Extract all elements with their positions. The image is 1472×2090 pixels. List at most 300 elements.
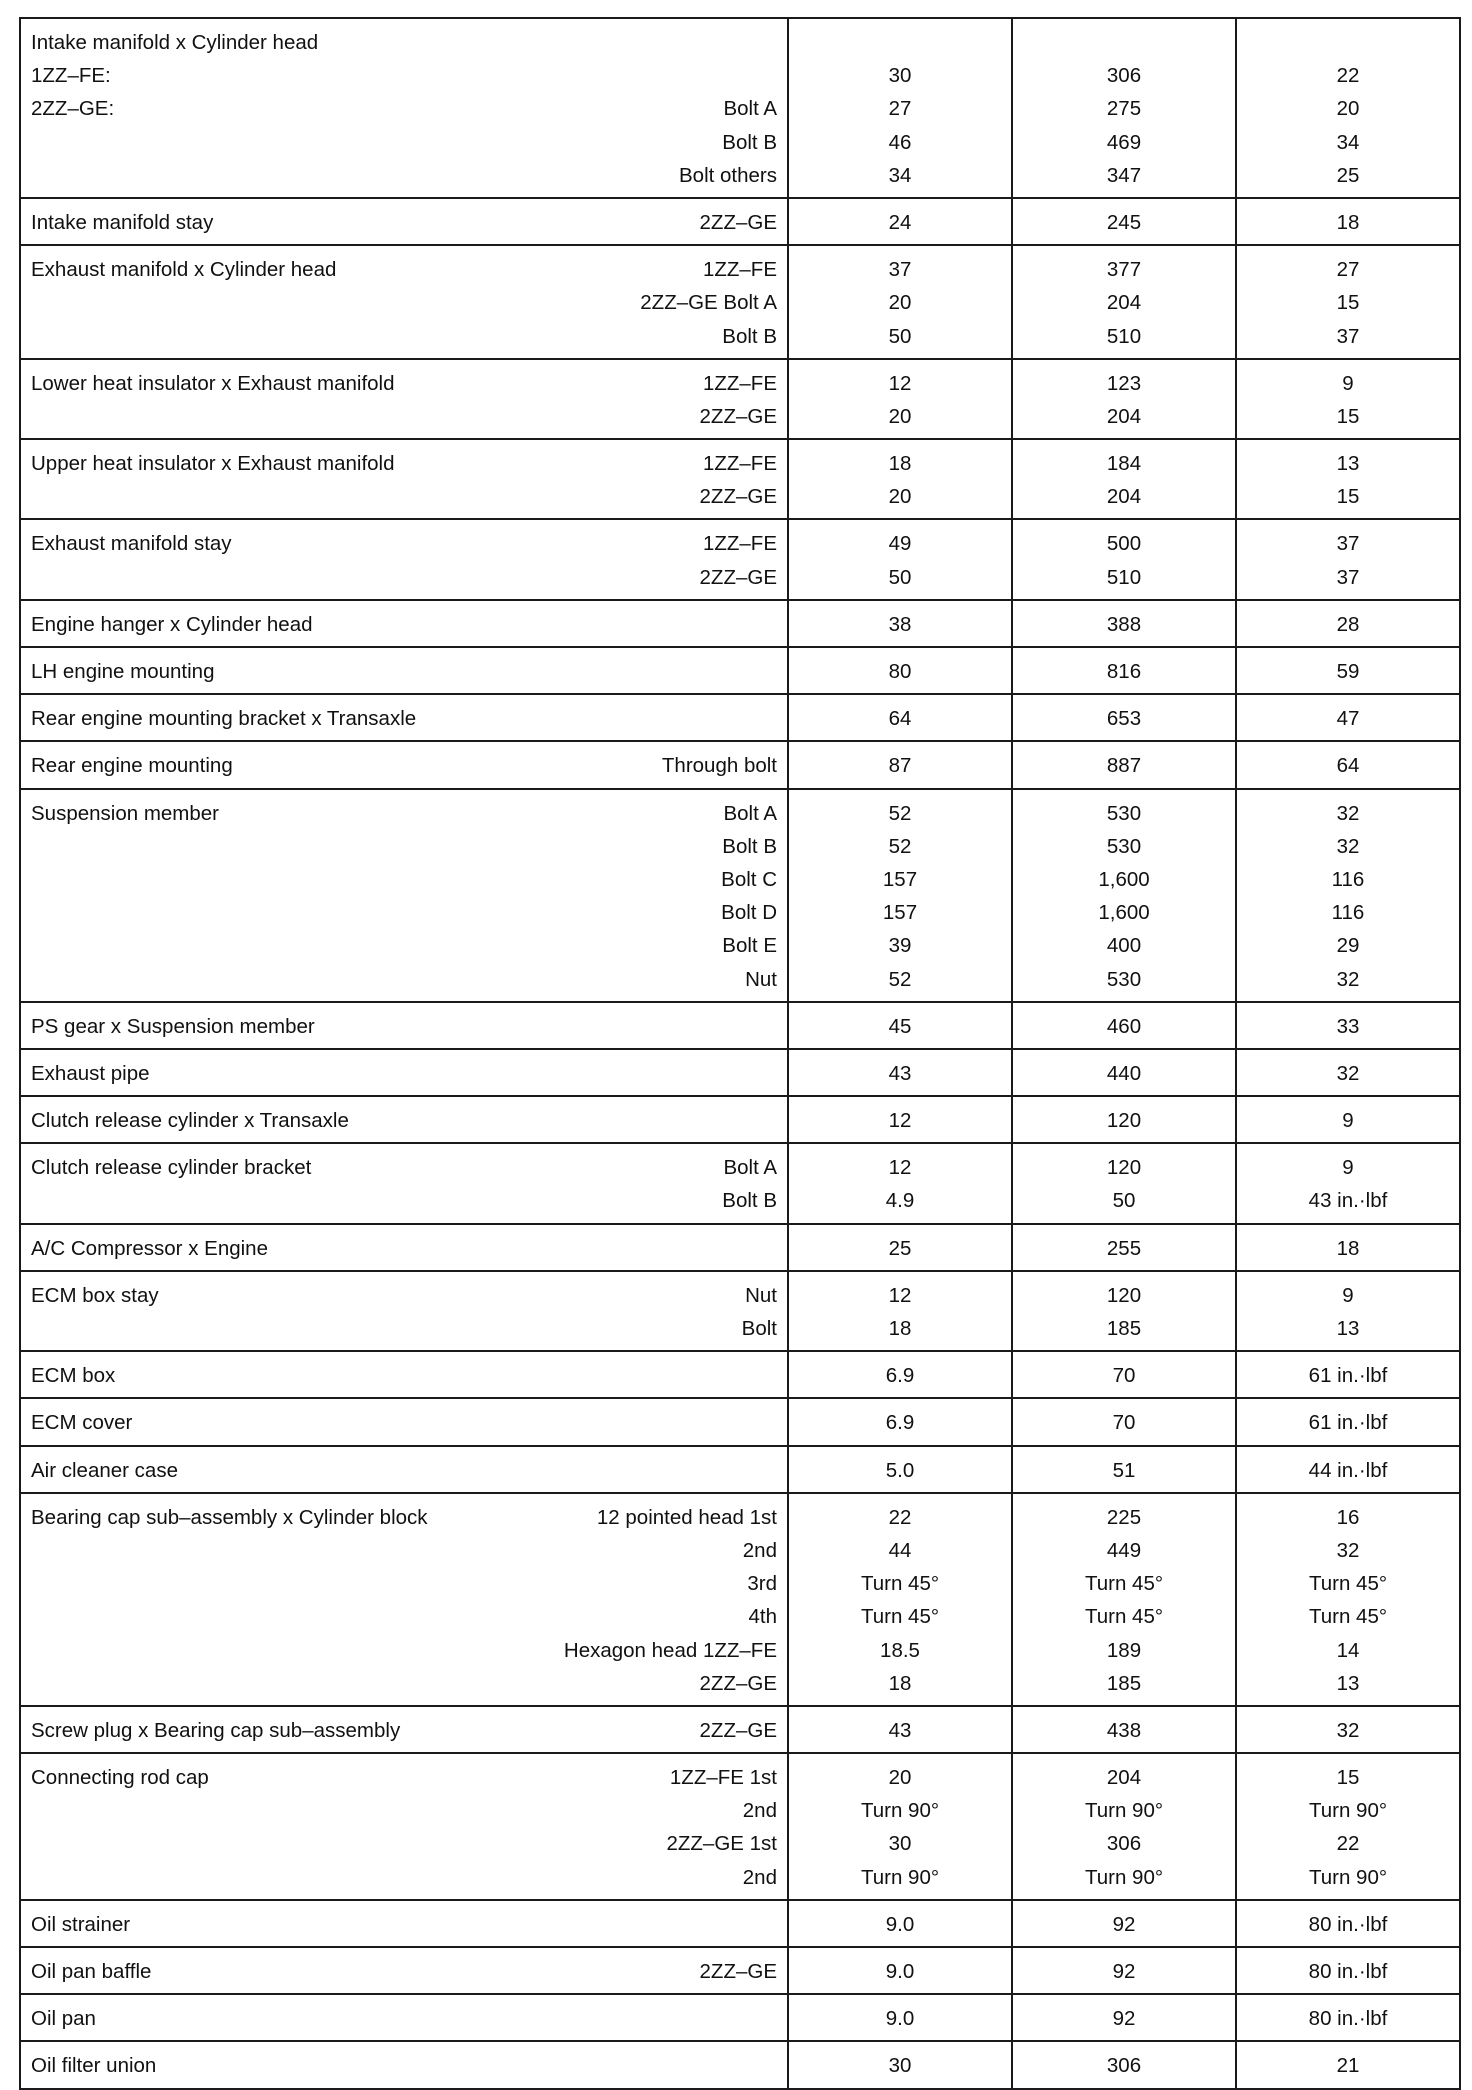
torque-value: 9 — [1342, 1283, 1354, 1307]
torque-kgfcm-cell — [1012, 741, 1236, 788]
table-row — [20, 519, 1460, 599]
torque-value: 18 — [1336, 210, 1360, 234]
sub-label: Bolt C — [721, 867, 777, 891]
torque-value: 50 — [888, 565, 912, 589]
sub-label: 2ZZ–GE — [699, 210, 777, 234]
torque-value: 59 — [1336, 660, 1360, 683]
torque-value: 18.5 — [880, 1638, 920, 1662]
torque-nm-cell — [788, 1753, 1012, 1900]
sub-label: 4th — [748, 1605, 777, 1629]
table-row — [20, 1049, 1460, 1096]
description-line — [21, 447, 787, 480]
torque-value: 33 — [1336, 1014, 1360, 1038]
description-line — [21, 367, 787, 400]
torque-kgfcm-cell — [1012, 245, 1236, 359]
torque-kgfcm-cell — [1012, 359, 1236, 439]
description-line — [21, 1955, 787, 1988]
sub-label: 2ZZ–GE — [699, 1718, 777, 1742]
torque-value: 51 — [1112, 1458, 1136, 1482]
torque-value — [1013, 26, 1235, 59]
torque-value: 116 — [1331, 867, 1365, 891]
table-row — [20, 18, 1460, 198]
description-cell — [20, 1002, 788, 1049]
torque-value: 120 — [1106, 1156, 1142, 1180]
torque-value: Turn 90° — [860, 1799, 940, 1823]
description-line — [21, 400, 787, 433]
torque-nm-cell — [788, 600, 1012, 647]
table-row — [20, 1994, 1460, 2041]
description-cell — [20, 1446, 788, 1493]
torque-value: 70 — [1112, 1364, 1136, 1388]
torque-value: 306 — [1106, 64, 1142, 88]
description-line — [21, 1861, 787, 1894]
torque-ftlbf-cell — [1236, 245, 1460, 359]
torque-ftlbf-cell — [1236, 1049, 1460, 1096]
torque-kgfcm-cell — [1012, 647, 1236, 694]
sub-label: Bolt — [741, 1317, 777, 1340]
sub-label: Bolt B — [722, 1189, 777, 1213]
torque-value: Turn 45° — [860, 1605, 940, 1629]
description-line — [21, 2002, 787, 2035]
torque-value: 9 — [1342, 1109, 1354, 1133]
torque-value: Turn 45° — [1308, 1605, 1388, 1629]
torque-value: 92 — [1112, 1912, 1136, 1936]
torque-value — [1237, 26, 1459, 59]
sub-label: 2ZZ–GE Bolt A — [640, 291, 777, 315]
torque-ftlbf-cell — [1236, 1994, 1460, 2041]
part-label: Rear engine mounting — [31, 754, 233, 778]
description-cell — [20, 1224, 788, 1271]
torque-value: 449 — [1106, 1538, 1142, 1562]
torque-value: Turn 90° — [1084, 1865, 1164, 1889]
part-label: Exhaust manifold stay — [31, 532, 232, 556]
torque-value: 24 — [888, 210, 912, 234]
torque-ftlbf-cell — [1236, 359, 1460, 439]
torque-ftlbf-cell — [1236, 694, 1460, 741]
description-line — [21, 286, 787, 319]
torque-ftlbf-cell — [1236, 1753, 1460, 1900]
torque-value: 469 — [1106, 130, 1142, 154]
torque-value: 52 — [888, 967, 912, 991]
table-row — [20, 1002, 1460, 1049]
table-row — [20, 600, 1460, 647]
torque-ftlbf-cell — [1236, 1493, 1460, 1706]
sub-label: Through bolt — [661, 754, 777, 778]
torque-nm-cell — [788, 1493, 1012, 1706]
torque-value: 1,600 — [1098, 901, 1150, 925]
torque-kgfcm-cell — [1012, 1049, 1236, 1096]
table-row — [20, 1753, 1460, 1900]
description-line — [21, 702, 787, 735]
torque-value: 80 in.·lbf — [1308, 1960, 1388, 1983]
torque-specification-table — [19, 17, 1461, 2090]
torque-value: 189 — [1106, 1638, 1142, 1662]
torque-ftlbf-cell — [1236, 198, 1460, 245]
torque-ftlbf-cell — [1236, 2041, 1460, 2088]
torque-value: 44 in.·lbf — [1308, 1458, 1388, 1482]
description-cell — [20, 198, 788, 245]
sub-label: 1ZZ–FE — [702, 452, 777, 476]
torque-value: 14 — [1336, 1638, 1360, 1662]
torque-ftlbf-cell — [1236, 1224, 1460, 1271]
part-label: Oil strainer — [31, 1912, 131, 1936]
torque-value: 9 — [1342, 371, 1354, 395]
torque-value: Turn 45° — [1084, 1605, 1164, 1629]
torque-value: 32 — [1336, 1538, 1360, 1562]
description-cell — [20, 1271, 788, 1351]
part-label: Oil pan baffle — [31, 1960, 152, 1983]
sub-label: 2ZZ–GE — [699, 1960, 777, 1983]
description-line — [21, 863, 787, 896]
torque-nm-cell — [788, 1049, 1012, 1096]
torque-value: 255 — [1106, 1236, 1142, 1260]
description-line — [21, 929, 787, 962]
torque-value: 225 — [1106, 1505, 1142, 1529]
torque-value: 157 — [882, 901, 918, 925]
torque-value: 120 — [1106, 1283, 1142, 1307]
description-line — [21, 1634, 787, 1667]
part-label: 1ZZ–FE: — [31, 64, 111, 88]
torque-value: 70 — [1112, 1411, 1136, 1435]
torque-kgfcm-cell — [1012, 519, 1236, 599]
torque-kgfcm-cell — [1012, 1994, 1236, 2041]
torque-value: 43 — [888, 1718, 912, 1742]
torque-ftlbf-cell — [1236, 1143, 1460, 1223]
sub-label: 3rd — [747, 1572, 777, 1596]
torque-nm-cell — [788, 1994, 1012, 2041]
torque-value: 29 — [1336, 934, 1360, 958]
torque-value: 6.9 — [885, 1411, 915, 1435]
description-line — [21, 1534, 787, 1567]
sub-label: Hexagon head 1ZZ–FE — [563, 1638, 777, 1662]
torque-value: 37 — [1336, 324, 1360, 348]
torque-nm-cell — [788, 1900, 1012, 1947]
description-line — [21, 1057, 787, 1090]
torque-value: 12 — [888, 371, 912, 395]
torque-value: 30 — [888, 2054, 912, 2078]
part-label: ECM cover — [31, 1411, 133, 1435]
table-row — [20, 245, 1460, 359]
sub-label: Bolt A — [723, 1156, 777, 1180]
torque-value: 80 in.·lbf — [1308, 2007, 1388, 2031]
torque-value: Turn 90° — [860, 1865, 940, 1889]
torque-value: 64 — [1336, 754, 1360, 778]
sub-label: Bolt D — [721, 901, 777, 925]
table-row — [20, 1706, 1460, 1753]
torque-value: 44 — [888, 1538, 912, 1562]
torque-nm-cell — [788, 741, 1012, 788]
sub-label: Bolt A — [723, 97, 777, 121]
description-line — [21, 26, 787, 59]
torque-value: 18 — [888, 452, 912, 476]
torque-value: 34 — [1336, 130, 1360, 154]
torque-value: 185 — [1106, 1671, 1142, 1695]
torque-kgfcm-cell — [1012, 789, 1236, 1002]
torque-value: 50 — [1112, 1189, 1136, 1213]
description-cell — [20, 2041, 788, 2088]
torque-value: 204 — [1106, 485, 1142, 509]
part-label: Oil pan — [31, 2007, 96, 2031]
torque-value: 39 — [888, 934, 912, 958]
torque-value: 43 in.·lbf — [1308, 1189, 1388, 1213]
sub-label: 12 pointed head 1st — [596, 1505, 777, 1529]
description-cell — [20, 359, 788, 439]
torque-kgfcm-cell — [1012, 1446, 1236, 1493]
part-label: Oil filter union — [31, 2054, 157, 2078]
torque-value: 275 — [1106, 97, 1142, 121]
description-line — [21, 1279, 787, 1312]
torque-value: Turn 45° — [1084, 1572, 1164, 1596]
torque-kgfcm-cell — [1012, 1398, 1236, 1445]
sub-label: Bolt B — [722, 324, 777, 348]
torque-ftlbf-cell — [1236, 439, 1460, 519]
torque-kgfcm-cell — [1012, 1002, 1236, 1049]
torque-value: 27 — [888, 97, 912, 121]
description-cell — [20, 600, 788, 647]
torque-value: 20 — [888, 404, 912, 428]
part-label: Exhaust manifold x Cylinder head — [31, 258, 337, 282]
part-label: ECM box — [31, 1364, 116, 1388]
sub-label: 2nd — [742, 1538, 777, 1562]
description-line — [21, 1600, 787, 1633]
torque-value: 49 — [888, 532, 912, 556]
part-label: Intake manifold x Cylinder head — [31, 31, 319, 54]
torque-kgfcm-cell — [1012, 1271, 1236, 1351]
torque-value: 12 — [888, 1283, 912, 1307]
description-cell — [20, 519, 788, 599]
torque-value: 120 — [1106, 1109, 1142, 1133]
torque-value: 653 — [1106, 707, 1142, 731]
torque-value: 438 — [1106, 1718, 1142, 1742]
description-line — [21, 320, 787, 353]
torque-value: 22 — [1336, 64, 1360, 88]
torque-kgfcm-cell — [1012, 1900, 1236, 1947]
torque-value: 5.0 — [885, 1458, 915, 1482]
torque-value: 9 — [1342, 1156, 1354, 1180]
torque-value: 204 — [1106, 1766, 1142, 1790]
description-line — [21, 126, 787, 159]
table-row — [20, 439, 1460, 519]
description-line — [21, 1567, 787, 1600]
part-label: Screw plug x Bearing cap sub–assembly — [31, 1718, 401, 1742]
description-line — [21, 1501, 787, 1534]
torque-nm-cell — [788, 1143, 1012, 1223]
description-cell — [20, 694, 788, 741]
description-line — [21, 561, 787, 594]
torque-value: 47 — [1336, 707, 1360, 731]
torque-nm-cell — [788, 519, 1012, 599]
description-cell — [20, 1947, 788, 1994]
torque-value: 46 — [888, 130, 912, 154]
part-label: Clutch release cylinder x Transaxle — [31, 1109, 349, 1133]
torque-nm-cell — [788, 245, 1012, 359]
torque-nm-cell — [788, 359, 1012, 439]
table-row — [20, 1096, 1460, 1143]
torque-value: Turn 90° — [1308, 1865, 1388, 1889]
torque-value: 15 — [1336, 404, 1360, 428]
torque-value: Turn 90° — [1084, 1799, 1164, 1823]
description-line — [21, 830, 787, 863]
sub-label: 1ZZ–FE — [702, 532, 777, 556]
torque-value: 64 — [888, 707, 912, 731]
part-label: Exhaust pipe — [31, 1061, 150, 1085]
description-line — [21, 1312, 787, 1345]
torque-kgfcm-cell — [1012, 1706, 1236, 1753]
torque-value: 12 — [888, 1109, 912, 1133]
torque-value: 245 — [1106, 210, 1142, 234]
sub-label: Bolt others — [679, 163, 777, 187]
description-line — [21, 1794, 787, 1827]
sub-label: 2ZZ–GE — [699, 1671, 777, 1695]
torque-value: Turn 45° — [1308, 1572, 1388, 1596]
description-line — [21, 1667, 787, 1700]
torque-value: 9.0 — [885, 1960, 915, 1983]
part-label: Intake manifold stay — [31, 210, 214, 234]
torque-value: 37 — [1336, 565, 1360, 589]
description-line — [21, 797, 787, 830]
sub-label: 1ZZ–FE 1st — [669, 1766, 777, 1790]
torque-value: 15 — [1336, 291, 1360, 315]
torque-kgfcm-cell — [1012, 600, 1236, 647]
sub-label: 2ZZ–GE — [699, 404, 777, 428]
torque-value: 13 — [1336, 452, 1360, 476]
description-line — [21, 608, 787, 641]
torque-ftlbf-cell — [1236, 1900, 1460, 1947]
torque-value: 20 — [888, 291, 912, 315]
torque-value: 510 — [1106, 565, 1142, 589]
torque-nm-cell — [788, 198, 1012, 245]
part-label: Air cleaner case — [31, 1458, 178, 1482]
torque-value: 32 — [1336, 801, 1360, 825]
torque-nm-cell — [788, 1947, 1012, 1994]
torque-value: 32 — [1336, 834, 1360, 858]
torque-ftlbf-cell — [1236, 519, 1460, 599]
description-line — [21, 655, 787, 688]
torque-value: 32 — [1336, 967, 1360, 991]
torque-value: 61 in.·lbf — [1308, 1411, 1388, 1435]
torque-value: 28 — [1336, 612, 1360, 636]
torque-value: 116 — [1331, 901, 1365, 925]
torque-ftlbf-cell — [1236, 1398, 1460, 1445]
description-line — [21, 1761, 787, 1794]
part-label: Upper heat insulator x Exhaust manifold — [31, 452, 395, 476]
torque-value: 9.0 — [885, 1912, 915, 1936]
torque-nm-cell — [788, 1351, 1012, 1398]
sub-label: Bolt E — [722, 934, 777, 958]
part-label: Lower heat insulator x Exhaust manifold — [31, 371, 395, 395]
table-row — [20, 789, 1460, 1002]
description-cell — [20, 1706, 788, 1753]
torque-value: 306 — [1106, 2054, 1142, 2078]
table-row — [20, 1143, 1460, 1223]
torque-value: 123 — [1106, 371, 1142, 395]
sub-label: 2ZZ–GE 1st — [666, 1832, 777, 1856]
sub-label: 2nd — [742, 1799, 777, 1823]
torque-kgfcm-cell — [1012, 1096, 1236, 1143]
torque-value: 157 — [882, 867, 918, 891]
torque-value: 20 — [1336, 97, 1360, 121]
description-cell — [20, 1049, 788, 1096]
description-line — [21, 1908, 787, 1941]
torque-value: 1,600 — [1098, 867, 1150, 891]
torque-kgfcm-cell — [1012, 1224, 1236, 1271]
description-line — [21, 1184, 787, 1217]
description-cell — [20, 245, 788, 359]
torque-kgfcm-cell — [1012, 1753, 1236, 1900]
torque-ftlbf-cell — [1236, 1002, 1460, 1049]
torque-value: 13 — [1336, 1671, 1360, 1695]
torque-value: 204 — [1106, 291, 1142, 315]
torque-ftlbf-cell — [1236, 18, 1460, 198]
torque-kgfcm-cell — [1012, 198, 1236, 245]
torque-ftlbf-cell — [1236, 1096, 1460, 1143]
sub-label: 2ZZ–GE — [699, 565, 777, 589]
description-line — [21, 749, 787, 782]
torque-value: 887 — [1106, 754, 1142, 778]
description-line — [21, 1406, 787, 1439]
table-row — [20, 1398, 1460, 1445]
torque-nm-cell — [788, 694, 1012, 741]
part-label: Suspension member — [31, 801, 220, 825]
torque-value: 400 — [1106, 934, 1142, 958]
torque-value: 87 — [888, 754, 912, 778]
description-line — [21, 59, 787, 92]
description-cell — [20, 1493, 788, 1706]
table-row — [20, 1446, 1460, 1493]
torque-value: 80 in.·lbf — [1308, 1912, 1388, 1936]
description-line — [21, 1827, 787, 1860]
description-cell — [20, 18, 788, 198]
sub-label: 1ZZ–FE — [702, 371, 777, 395]
description-line — [21, 1010, 787, 1043]
torque-value: 4.9 — [885, 1189, 915, 1213]
torque-nm-cell — [788, 1446, 1012, 1493]
description-cell — [20, 1753, 788, 1900]
torque-value: 306 — [1106, 1832, 1142, 1856]
part-label: Rear engine mounting bracket x Transaxle — [31, 707, 417, 731]
torque-value: 25 — [1336, 163, 1360, 187]
torque-ftlbf-cell — [1236, 1947, 1460, 1994]
part-label: Clutch release cylinder bracket — [31, 1156, 312, 1180]
description-line — [21, 253, 787, 286]
part-label: Engine hanger x Cylinder head — [31, 612, 313, 636]
description-line — [21, 963, 787, 996]
torque-value: 377 — [1106, 258, 1142, 282]
table-body — [20, 18, 1460, 2089]
torque-value: 460 — [1106, 1014, 1142, 1038]
torque-kgfcm-cell — [1012, 1143, 1236, 1223]
torque-ftlbf-cell — [1236, 1351, 1460, 1398]
description-line — [21, 206, 787, 239]
torque-value: 440 — [1106, 1061, 1142, 1085]
torque-value: 32 — [1336, 1718, 1360, 1742]
torque-value: 38 — [888, 612, 912, 636]
sub-label: Bolt B — [722, 834, 777, 858]
description-line — [21, 1104, 787, 1137]
torque-ftlbf-cell — [1236, 1271, 1460, 1351]
torque-value: 510 — [1106, 324, 1142, 348]
torque-value: 92 — [1112, 2007, 1136, 2031]
torque-value: 15 — [1336, 485, 1360, 509]
table-row — [20, 1351, 1460, 1398]
torque-value: 18 — [888, 1317, 912, 1340]
sub-label: Bolt A — [723, 801, 777, 825]
torque-nm-cell — [788, 18, 1012, 198]
torque-value: 500 — [1106, 532, 1142, 556]
torque-value: 37 — [888, 258, 912, 282]
torque-value: 34 — [888, 163, 912, 187]
torque-value: 43 — [888, 1061, 912, 1085]
